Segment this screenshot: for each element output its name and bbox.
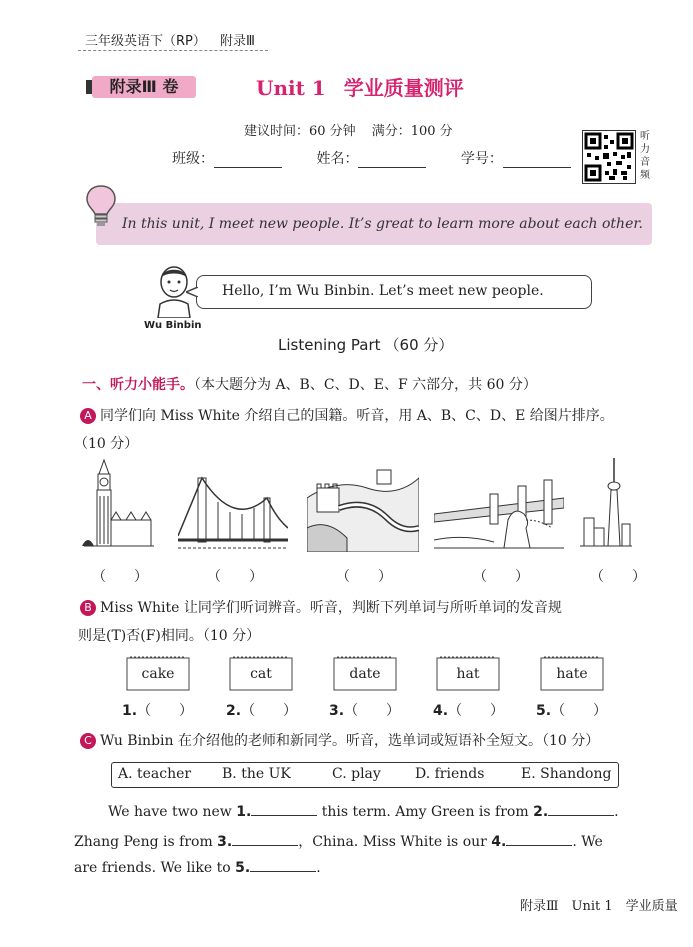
passage-text: this term. Amy Green is from	[317, 804, 534, 820]
part-a-instruction	[80, 405, 614, 425]
item-number: 1.	[122, 703, 138, 719]
suggested-time: 建议时间：60 分钟	[244, 124, 356, 139]
part-a-letter: A	[80, 408, 96, 424]
part-b-instruction	[80, 597, 562, 617]
speech-text: Hello, I’m Wu Binbin. Let’s meet new people.	[222, 283, 544, 299]
answer-paren: （ ）	[137, 703, 194, 719]
part-b-text-2: 则是(T)否(F)相同。（10 分）	[78, 628, 261, 644]
item-number: 4.	[433, 703, 449, 719]
big-ben-icon	[82, 458, 154, 552]
word-card-text: date	[349, 666, 381, 682]
answer-b5[interactable]	[536, 700, 607, 720]
cn-tower-icon	[580, 458, 632, 552]
blank-number: 1.	[236, 804, 252, 820]
answer-blank-a3[interactable]: （ ）	[336, 569, 392, 585]
section-1-note: （本大题分为 A、B、C、D、E、F 六部分，共 60 分）	[194, 377, 537, 393]
passage-text: ，China. Miss White is our	[298, 834, 492, 850]
name-label: 姓名：	[316, 151, 359, 167]
answer-b1[interactable]	[122, 700, 193, 720]
part-c-text: Wu Binbin 在介绍他的老师和新同学。听音，选单词或短语补全短文。（10 分）	[100, 733, 600, 749]
blank-number: 4.	[491, 834, 507, 850]
character-name: Wu Binbin	[144, 320, 202, 331]
answer-blank-a4[interactable]: （ ）	[473, 569, 529, 585]
speech-tail	[186, 287, 198, 297]
blank-number: 2.	[533, 804, 549, 820]
header-rule	[78, 50, 268, 51]
word-card-3	[333, 655, 397, 691]
exam-meta	[244, 120, 453, 139]
item-number: 2.	[226, 703, 242, 719]
option-d: D. friends	[415, 766, 485, 782]
passage-text: . We	[572, 834, 603, 850]
lightbulb-icon	[84, 184, 118, 228]
answer-blank-a5[interactable]: （ ）	[590, 569, 646, 585]
merlion-icon	[434, 458, 564, 552]
appendix-badge: 附录Ⅲ 卷	[92, 76, 196, 98]
answer-blank-a2[interactable]: （ ）	[207, 569, 263, 585]
number-field[interactable]	[503, 153, 571, 168]
blank-number: 5.	[235, 860, 251, 876]
test-name: 学业质量测评	[343, 76, 464, 100]
section-1-heading	[82, 374, 537, 394]
passage-text: We have two new	[108, 804, 237, 820]
option-a: A. teacher	[118, 766, 192, 782]
blank-number: 3.	[217, 834, 233, 850]
passage-text: .	[316, 860, 321, 876]
passage-text: Zhang Peng is from	[74, 834, 218, 850]
listening-label: Listening Part	[278, 336, 381, 354]
word-card-text: hate	[556, 666, 588, 682]
part-b-letter: B	[80, 600, 96, 616]
passage-text: are friends. We like to	[74, 860, 236, 876]
part-a-text-1: 同学们向 Miss White 介绍自己的国籍。听音，用 A、B、C、D、E 给图片排序。	[100, 408, 614, 424]
answer-blank-a1[interactable]: （ ）	[92, 569, 148, 585]
section-1-title: 一、听力小能手。	[82, 377, 194, 393]
book-title: 三年级英语下（RP）	[85, 34, 206, 49]
golden-gate-bridge-icon	[178, 458, 288, 552]
word-card-4	[436, 655, 500, 691]
option-b: B. the UK	[222, 766, 291, 782]
class-label: 班级：	[172, 151, 214, 167]
blank-2[interactable]	[548, 803, 614, 816]
part-c-instruction	[80, 730, 599, 750]
passage-line-1	[108, 803, 619, 820]
part-c-letter: C	[80, 733, 96, 749]
part-b-text-1: Miss White 让同学们听词辨音。听音，判断下列单词与所听单词的发音规	[100, 600, 562, 616]
class-field[interactable]	[214, 153, 282, 168]
answer-paren: （ ）	[551, 703, 608, 719]
page-footer: 附录Ⅲ Unit 1 学业质量	[520, 899, 678, 914]
appendix-label: 附录Ⅲ	[220, 34, 255, 49]
listening-score: （60 分）	[384, 336, 454, 354]
passage-text: .	[614, 804, 619, 820]
unit-label: Unit 1	[256, 76, 326, 100]
answer-b3[interactable]	[329, 700, 400, 720]
great-wall-icon	[307, 458, 419, 552]
audio-label: 听力音频	[640, 131, 650, 181]
word-card-1	[126, 655, 190, 691]
qr-code-icon[interactable]	[582, 130, 636, 184]
passage-line-3	[74, 859, 321, 876]
answer-paren: （ ）	[344, 703, 401, 719]
word-card-text: cake	[141, 666, 175, 682]
blank-3[interactable]	[232, 833, 298, 846]
word-card-2	[229, 655, 293, 691]
page-title	[256, 72, 464, 101]
student-fields	[172, 148, 571, 168]
word-card-5	[540, 655, 604, 691]
item-number: 3.	[329, 703, 345, 719]
blank-5[interactable]	[250, 859, 316, 872]
word-card-text: cat	[250, 666, 272, 682]
blank-4[interactable]	[506, 833, 572, 846]
passage-line-2	[74, 831, 603, 851]
full-score: 满分：100 分	[371, 124, 453, 139]
option-e: E. Shandong	[521, 766, 612, 782]
item-number: 5.	[536, 703, 552, 719]
word-card-text: hat	[456, 666, 480, 682]
answer-paren: （ ）	[448, 703, 505, 719]
answer-paren: （ ）	[241, 703, 298, 719]
intro-text: In this unit, I meet new people. It’s great to learn more about each other.	[122, 216, 643, 232]
number-label: 学号：	[460, 151, 503, 167]
answer-b2[interactable]	[226, 700, 297, 720]
part-a-score: （10 分）	[74, 436, 139, 452]
blank-1[interactable]	[251, 803, 317, 816]
book-header	[85, 30, 255, 49]
name-field[interactable]	[358, 153, 426, 168]
answer-b4[interactable]	[433, 700, 504, 720]
option-c: C. play	[332, 766, 381, 782]
listening-part-title	[278, 334, 453, 355]
